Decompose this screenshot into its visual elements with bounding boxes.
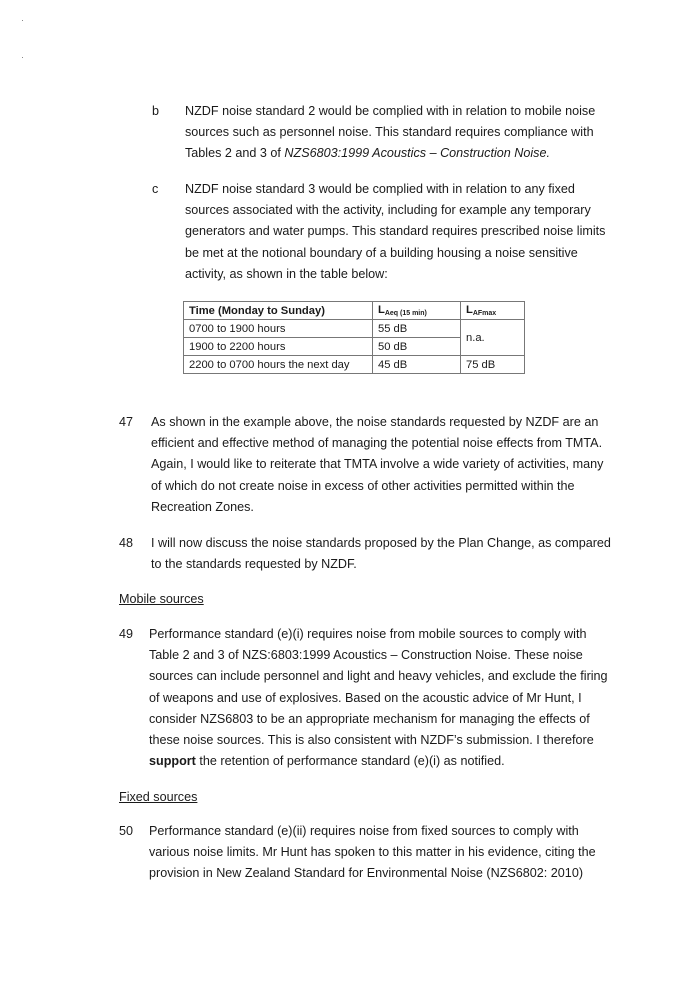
cell-laeq: 55 dB bbox=[373, 320, 461, 338]
text-run: Tables 2 and 3 of bbox=[185, 146, 285, 161]
text-line: Again, I would like to reiterate that TMTA involve a wide variety of activities, many bbox=[151, 457, 604, 472]
scan-speck bbox=[22, 57, 23, 58]
text-line: Table 2 and 3 of NZS:6803:1999 Acoustics – Construction Noise. These noise bbox=[149, 648, 583, 663]
text-line: provision in New Zealand Standard for Environmental Noise (NZS6802: 2010) bbox=[149, 866, 584, 881]
standard-citation: NZS6803:1999 Acoustics – Construction Noise. bbox=[284, 146, 550, 161]
text-line: consider NZS6803 to be an appropriate mechanism for managing the effects of bbox=[149, 711, 590, 726]
text-line: Performance standard (e)(ii) requires noise from fixed sources to comply with bbox=[149, 824, 579, 838]
para-number-50: 50 bbox=[119, 824, 134, 838]
heading-mobile-sources: Mobile sources bbox=[119, 592, 204, 606]
table-row bbox=[184, 356, 525, 374]
text-line: Performance standard (e)(i) requires noise from mobile sources to comply with bbox=[149, 627, 587, 641]
text-run: the retention of performance standard (e)(i) as notified. bbox=[195, 754, 505, 769]
para-number-47: 47 bbox=[119, 415, 134, 429]
cell-time: 2200 to 0700 hours the next day bbox=[184, 356, 373, 374]
para-49-text bbox=[149, 624, 625, 772]
text-line: NZDF noise standard 3 would be complied with in relation to any fixed bbox=[185, 182, 575, 196]
para-47-text bbox=[151, 412, 625, 518]
cell-lafmax-merged: n.a. bbox=[461, 320, 525, 356]
text-line: generators and water pumps. This standard requires prescribed noise limits bbox=[185, 224, 606, 239]
text-line: of weapons and use of explosives. Based on the acoustic advice of Mr Hunt, I bbox=[149, 690, 582, 705]
para-50-text bbox=[149, 821, 625, 885]
table-header-row bbox=[184, 302, 525, 320]
text-line: sources such as personnel noise. This standard requires compliance with bbox=[185, 125, 594, 140]
text-line: sources associated with the activity, including for example any temporary bbox=[185, 203, 591, 218]
heading-fixed-sources: Fixed sources bbox=[119, 790, 198, 804]
text-line: various noise limits. Mr Hunt has spoken to this matter in his evidence, citing the bbox=[149, 845, 596, 860]
para-number-49: 49 bbox=[119, 627, 134, 641]
para-number-48: 48 bbox=[119, 536, 134, 550]
text-line: NZDF noise standard 2 would be complied with in relation to mobile noise bbox=[185, 104, 596, 118]
noise-limits-table bbox=[183, 301, 525, 374]
text-line: be met at the notional boundary of a building housing a noise sensitive bbox=[185, 245, 578, 260]
text-line: I will now discuss the noise standards proposed by the Plan Change, as compared bbox=[151, 536, 611, 550]
cell-laeq: 50 dB bbox=[373, 338, 461, 356]
emphasis-support: support bbox=[149, 754, 196, 769]
text-line: Recreation Zones. bbox=[151, 499, 254, 514]
header-lafmax: $L_{AFmax}$ bbox=[461, 302, 525, 320]
table-row bbox=[184, 320, 525, 338]
para-48-text bbox=[151, 533, 625, 575]
text-line: of which do not create noise in excess of other activities permitted within the bbox=[151, 478, 575, 493]
cell-laeq: 45 dB bbox=[373, 356, 461, 374]
scan-speck bbox=[22, 20, 23, 21]
text-line: sources can include personnel and light and heavy vehicles, and exclude the firing bbox=[149, 669, 608, 684]
cell-time: 1900 to 2200 hours bbox=[184, 338, 373, 356]
header-laeq: $L_{Aeq (15 min)}$ bbox=[373, 302, 461, 320]
item-c-text bbox=[185, 179, 625, 285]
item-b-text bbox=[185, 101, 625, 165]
cell-time: 0700 to 1900 hours bbox=[184, 320, 373, 338]
header-time: Time (Monday to Sunday) bbox=[184, 302, 373, 320]
text-line bbox=[149, 751, 625, 772]
text-line: to the standards requested by NZDF. bbox=[151, 557, 357, 572]
text-line: activity, as shown in the table below: bbox=[185, 266, 388, 281]
text-line: efficient and effective method of managing the potential noise effects from TMTA. bbox=[151, 436, 603, 451]
text-line: these noise sources. This is also consistent with NZDF’s submission. I therefore bbox=[149, 733, 594, 748]
cell-lafmax: 75 dB bbox=[461, 356, 525, 374]
item-label-c: c bbox=[152, 182, 159, 196]
item-label-b: b bbox=[152, 104, 160, 118]
text-line bbox=[185, 143, 625, 164]
text-line: As shown in the example above, the noise standards requested by NZDF are an bbox=[151, 415, 599, 429]
